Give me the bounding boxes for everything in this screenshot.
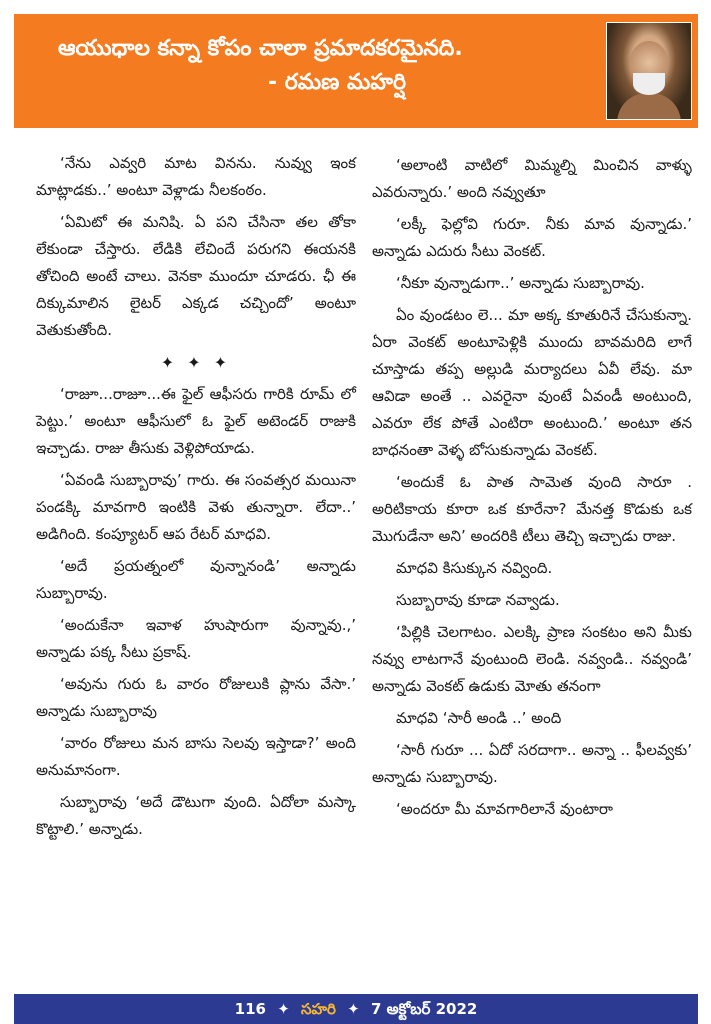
paragraph: ‘వారం రోజులు మన బాసు సెలవు ఇస్తాడా?’ అంది అనుమానంగా. [36,734,356,779]
paragraph: ‘రాజూ...రాజూ...ఈ ఫైల్ ఆఫీసరు గారికి రూమ్ లో పెట్టు.’ అంటూ ఆఫీసులో ఓ ఫైల్ అటెండర్ రాజుకి ఇచ్చాడు. రాజు తీసుకు వెళ్లిపోయాడు. [36,385,356,457]
story-column-right [372,152,692,828]
paragraph: ‘ఏవండి సుబ్బారావు’ గారు. ఈ సంవత్సర మయినా పండక్కి మావగారి ఇంటికి వెళు తున్నారా. లేదా..’ అడిగింది. కంప్యూటర్ ఆప రేటర్ మాధవి. [36,471,356,543]
quote-banner [14,14,698,128]
quote-author: - రమణ మహర్షి [268,70,406,95]
story-column-left [36,150,356,848]
page-footer [14,994,698,1024]
quote-line: ఆయుధాల కన్నా కోపం చాలా ప్రమాదకరమైనది. [58,36,463,61]
paragraph: ‘అందుకే ఓ పాత సామెత వుంది సారూ . అరిటికాయ కూరా ఒక కూరేనా? మేనత్త కొడుకు ఒక మొగుడేనా అని’ అందరికి టీలు తెచ్చి ఇచ్చాడు రాజు. [372,473,692,545]
column-gutter [354,150,355,980]
paragraph: సుబ్బారావు కూడా నవ్వాడు. [396,591,560,609]
magazine-name: సహరి [301,1000,336,1018]
quote-text [58,32,598,100]
paragraph: ‘లక్కీ ఫెల్లోవి గురూ. నీకు మావ వున్నాడు.’ అన్నాడు ఎదురు సీటు వెంకట్. [372,215,692,260]
star-icon: ✦ [347,1000,360,1018]
sage-portrait-icon [606,22,692,120]
paragraph: మాధవి కిసుక్కున నవ్వింది. [396,559,553,577]
paragraph: ‘అవును గురు ఓ వారం రోజులుకి ప్లాను వేసా.’ అన్నాడు సుబ్బారావు [36,675,356,720]
paragraph: ‘అదే ప్రయత్నంలో వున్నానండి’ అన్నాడు సుబ్బారావు. [36,557,356,602]
paragraph: ‘అందుకేనా ఇవాళ హుషారుగా వున్నావు.,’ అన్నాడు పక్క సీటు ప్రకాష్. [36,616,356,661]
paragraph: ‘పిల్లికి చెలగాటం. ఎలక్కి ప్రాణ సంకటం అని మీకు నవ్వు లాటగానే వుంటుంది లెండి. నవ్వండి.. నవ్వండి’ అన్నాడు వెంకట్ ఉడుకు మోతు తనంగా [372,623,692,695]
issue-date: 7 అక్టోబర్ 2022 [370,1000,478,1018]
portrait-shoulders [617,93,681,120]
star-icon: ✦ [277,1000,290,1018]
paragraph: సుబ్బారావు ‘అదే డౌటుగా వుంది. ఏదోలా మస్కా కొట్టాలి.’ అన్నాడు. [36,793,356,838]
paragraph: ఏం వుండటం లె... మా అక్క కూతురినే చేసుకున్నా. ఏరా వెంకట్ అంటూపెళ్లికి ముందు బావమరిది లాగే చూస్తాడు తప్ప అల్లుడి మర్యాదలు ఏవీ లేవు. మా ఆవిడా అంతే .. ఎవరైనా వుంటే ఏవండీ అంటుంది, ఎవరూ లేక పోతే ఎంటిరా అంటుంది.’ అంటూ తన బాధనంతా వెళ్ళ బోసుకున్నాడు వెంకట్. [372,306,692,459]
paragraph: ‘నేను ఎవ్వరి మాట వినను. నువ్వు ఇంక మాట్లాడకు..’ అంటూ వెళ్లాడు నీలకంఠం. [36,154,356,199]
paragraph: ‘నీకూ వున్నాడుగా..’ అన్నాడు సుబ్బారావు. [396,274,645,292]
portrait-beard [633,73,665,95]
paragraph: ‘ఏమిటో ఈ మనిషి. ఏ పని చేసినా తల తోకా లేకుండా చేస్తారు. లేడికి లేచిందే పరుగని ఈయనకి తోచింది అంటే చాలు. వెనకా ముందూ చూడరు. ఛీ ఈ దిక్కుమాలిన లైటర్ ఎక్కడ చచ్చిందో’ అంటూ వెతుకుతోంది. [36,213,356,339]
paragraph: మాధవి ‘సారీ అండి ..’ అంది [396,709,562,727]
paragraph: ‘అందరూ మీ మావగారిలానే వుంటారా [396,800,613,818]
section-divider: ✦ ✦ ✦ [160,353,232,372]
paragraph: ‘అలాంటి వాటిలో మిమ్మల్ని మించిన వాళ్ళు ఎవరున్నారు.’ అంది నవ్వుతూ [372,156,692,201]
page-number: 116 [234,1000,266,1018]
paragraph: ‘సారీ గురూ ... ఏదో సరదాగా.. అన్నా .. ఫీలవ్వకు’ అన్నాడు సుబ్బారావు. [372,741,692,786]
